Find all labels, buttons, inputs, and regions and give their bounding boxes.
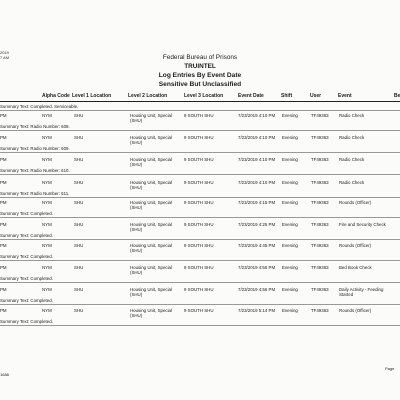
level2-cell: Housing Unit, Special (SHU) xyxy=(130,287,172,298)
time-cell: PM xyxy=(0,287,7,292)
footer-left: 1688 xyxy=(0,372,9,377)
level3-cell: 9 SOUTH SHU xyxy=(184,113,214,118)
event-date-cell: 7/23/2019 4:10 PM xyxy=(238,113,276,118)
event-cell: Daily Activity - Feeding Started xyxy=(339,287,384,298)
shift-cell: Evening xyxy=(282,243,298,248)
shift-cell: Evening xyxy=(282,287,298,292)
col-shift: Shift xyxy=(281,93,293,99)
summary-text: Summary Text: Completed. xyxy=(0,276,53,281)
event-date-cell: 7/23/2019 4:25 PM xyxy=(238,222,276,227)
user-cell: TF49363 xyxy=(311,135,329,140)
header-rule xyxy=(0,101,400,102)
alpha-code-cell: NYM xyxy=(42,308,52,313)
summary-text: Summary Text: Completed. xyxy=(0,254,53,259)
col-level2-location: Level 2 Location xyxy=(128,93,168,99)
classification-label: Sensitive But Unclassified xyxy=(158,81,242,88)
level2-cell: Housing Unit, Special (SHU) xyxy=(130,243,172,254)
event-date-cell: 7/23/2019 4:56 PM xyxy=(238,287,276,292)
event-date-cell: 7/23/2019 4:10 PM xyxy=(238,157,276,162)
event-date-cell: 7/23/2019 4:45 PM xyxy=(238,243,276,248)
event-cell: Rounds (Officer) xyxy=(339,200,372,205)
level1-cell: SHU xyxy=(74,308,84,313)
col-event-date: Event Date xyxy=(238,93,264,99)
row-divider xyxy=(0,197,400,198)
level1-cell: SHU xyxy=(74,265,84,270)
level3-cell: 9 SOUTH SHU xyxy=(184,135,214,140)
event-cell: Radio Check xyxy=(339,135,365,140)
level2-cell: Housing Unit, Special (SHU) xyxy=(130,200,172,211)
level2-cell: Housing Unit, Special (SHU) xyxy=(130,113,172,124)
level3-cell: 9 SOUTH SHU xyxy=(184,287,214,292)
summary-text: Summary Text: Radio Number: 608. xyxy=(0,124,70,129)
time-cell: PM xyxy=(0,135,7,140)
event-date-cell: 7/23/2019 4:10 PM xyxy=(238,180,276,185)
print-time: 7 AM xyxy=(0,55,10,60)
alpha-code-cell: NYM xyxy=(42,200,52,205)
agency-name: Federal Bureau of Prisons xyxy=(162,54,238,61)
alpha-code-cell: NYM xyxy=(42,243,52,248)
user-cell: TF49363 xyxy=(311,200,329,205)
user-cell: TF49363 xyxy=(311,157,329,162)
col-level3-location: Level 3 Location xyxy=(184,93,224,99)
level2-cell: Housing Unit, Special (SHU) xyxy=(130,157,172,168)
col-truncated: Be xyxy=(394,93,400,99)
event-date-cell: 7/23/2019 5:14 PM xyxy=(238,308,276,313)
user-cell: TF49363 xyxy=(311,243,329,248)
user-cell: TF49363 xyxy=(311,265,329,270)
level1-cell: SHU xyxy=(74,222,84,227)
user-cell: TF49363 xyxy=(311,222,329,227)
col-user: User xyxy=(310,93,322,99)
col-level1-location: Level 1 Location xyxy=(72,93,112,99)
shift-cell: Evening xyxy=(282,265,298,270)
time-cell: PM xyxy=(0,222,7,227)
shift-cell: Evening xyxy=(282,135,298,140)
row-divider xyxy=(0,110,400,111)
col-alpha-code: Alpha Code xyxy=(42,93,70,99)
report-title: Log Entries By Event Date xyxy=(158,72,242,79)
shift-cell: Evening xyxy=(282,308,298,313)
level3-cell: 9 SOUTH SHU xyxy=(184,308,214,313)
row-divider xyxy=(0,152,400,153)
alpha-code-cell: NYM xyxy=(42,222,52,227)
event-cell: Radio Check xyxy=(339,113,365,118)
level1-cell: SHU xyxy=(74,200,84,205)
print-date: 2019 xyxy=(0,50,9,55)
event-cell: Radio Check xyxy=(339,180,365,185)
time-cell: PM xyxy=(0,180,7,185)
level2-cell: Housing Unit, Special (SHU) xyxy=(130,222,172,233)
summary-text: Summary Text: Completed. xyxy=(0,319,53,324)
shift-cell: Evening xyxy=(282,222,298,227)
level3-cell: 9 SOUTH SHU xyxy=(184,265,214,270)
row-divider xyxy=(0,130,400,131)
level3-cell: 9 SOUTH SHU xyxy=(184,180,214,185)
time-cell: PM xyxy=(0,308,7,313)
summary-text: Summary Text: Radio Number: 611. xyxy=(0,191,70,196)
user-cell: TF49363 xyxy=(311,113,329,118)
row-divider xyxy=(0,282,400,283)
time-cell: PM xyxy=(0,113,7,118)
event-date-cell: 7/23/2019 4:10 PM xyxy=(238,135,276,140)
alpha-code-cell: NYM xyxy=(42,265,52,270)
level1-cell: SHU xyxy=(74,157,84,162)
time-cell: PM xyxy=(0,265,7,270)
event-cell: Radio Check xyxy=(339,157,365,162)
summary-text: Summary Text: Radio Number: 610. xyxy=(0,168,70,173)
row-divider xyxy=(0,174,400,175)
shift-cell: Evening xyxy=(282,113,298,118)
site-name: TRUINTEL xyxy=(184,63,216,70)
col-event: Event xyxy=(338,93,352,99)
shift-cell: Evening xyxy=(282,180,298,185)
user-cell: TF49363 xyxy=(311,287,329,292)
level2-cell: Housing Unit, Special (SHU) xyxy=(130,265,172,276)
alpha-code-cell: NYM xyxy=(42,113,52,118)
user-cell: TF49363 xyxy=(311,308,329,313)
level1-cell: SHU xyxy=(74,113,84,118)
event-cell: Rounds (Officer) xyxy=(339,243,372,248)
event-cell: Fire and Security Check xyxy=(339,222,386,227)
summary-text: Summary Text: Completed. xyxy=(0,233,53,238)
alpha-code-cell: NYM xyxy=(42,135,52,140)
level3-cell: 9 SOUTH SHU xyxy=(184,200,214,205)
level1-cell: SHU xyxy=(74,287,84,292)
alpha-code-cell: NYM xyxy=(42,287,52,292)
level2-cell: Housing Unit, Special (SHU) xyxy=(130,135,172,146)
time-cell: PM xyxy=(0,243,7,248)
row-divider xyxy=(0,217,400,218)
summary-text: Summary Text: Completed. Serviceable. xyxy=(0,104,79,109)
time-cell: PM xyxy=(0,157,7,162)
level2-cell: Housing Unit, Special (SHU) xyxy=(130,308,172,319)
user-cell: TF49363 xyxy=(311,180,329,185)
level1-cell: SHU xyxy=(74,135,84,140)
row-divider xyxy=(0,325,400,326)
level3-cell: 9 SOUTH SHU xyxy=(184,243,214,248)
level2-cell: Housing Unit, Special (SHU) xyxy=(130,180,172,191)
summary-text: Summary Text: Completed. xyxy=(0,211,53,216)
row-divider xyxy=(0,260,400,261)
page-label: Page xyxy=(385,366,395,371)
alpha-code-cell: NYM xyxy=(42,157,52,162)
event-date-cell: 7/23/2019 4:15 PM xyxy=(238,200,276,205)
summary-text: Summary Text: Radio Number: 609. xyxy=(0,146,70,151)
level1-cell: SHU xyxy=(74,180,84,185)
alpha-code-cell: NYM xyxy=(42,180,52,185)
summary-text: Summary Text: Completed. xyxy=(0,298,53,303)
level3-cell: 9 SOUTH SHU xyxy=(184,157,214,162)
event-date-cell: 7/23/2019 4:56 PM xyxy=(238,265,276,270)
event-cell: Bed Book Check xyxy=(339,265,372,270)
time-cell: PM xyxy=(0,200,7,205)
level3-cell: 9 SOUTH SHU xyxy=(184,222,214,227)
level1-cell: SHU xyxy=(74,243,84,248)
row-divider xyxy=(0,304,400,305)
shift-cell: Evening xyxy=(282,157,298,162)
row-divider xyxy=(0,239,400,240)
shift-cell: Evening xyxy=(282,200,298,205)
event-cell: Rounds (Officer) xyxy=(339,308,372,313)
